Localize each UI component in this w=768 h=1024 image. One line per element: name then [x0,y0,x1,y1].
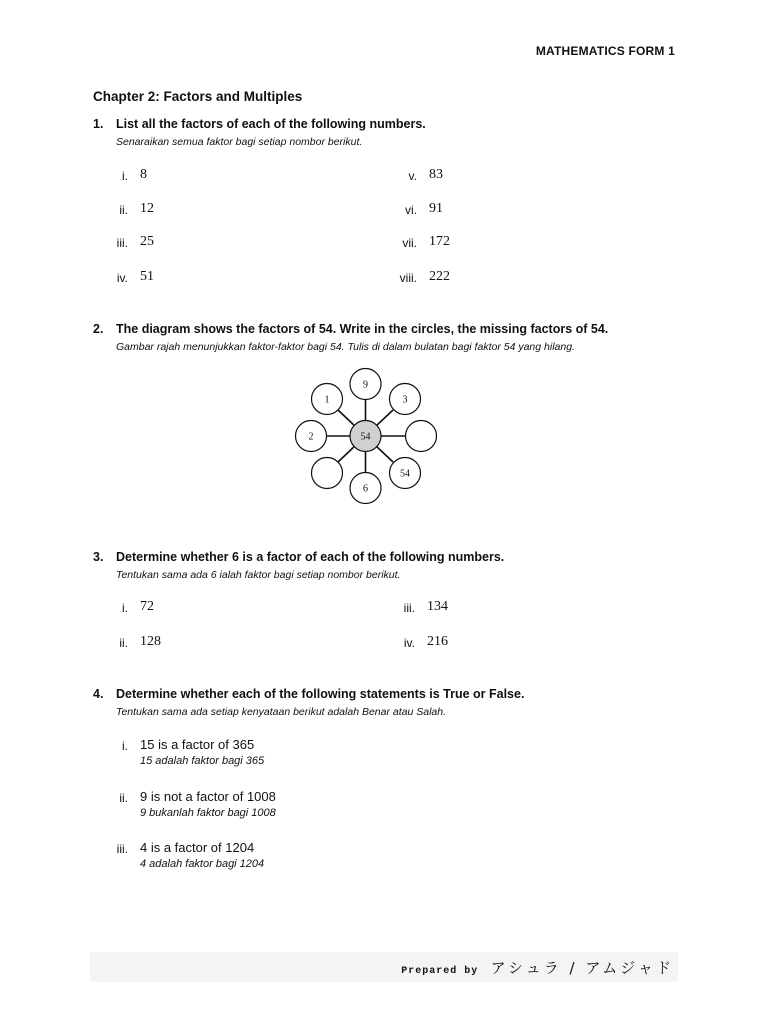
chapter-title: Chapter 2: Factors and Multiples [93,89,303,104]
q1-item-numeral: vii. [402,236,417,250]
q4-item-numeral: i. [122,739,128,753]
q1-number: 1. [93,117,104,131]
q2-subtext: Gambar rajah menunjukkan faktor-faktor bagi 54. Tulis di dalam bulatan bagi faktor 54 yang hilang. [116,341,575,353]
q1-item-numeral: vi. [405,203,417,217]
q1-item-value: 25 [140,234,154,249]
q1-item-numeral: v. [408,169,417,183]
q1-text: List all the factors of each of the following numbers. [116,117,426,131]
q1-item-numeral: ii. [119,203,128,217]
q4-subtext: Tentukan sama ada setiap kenyataan berikut adalah Benar atau Salah. [116,706,447,718]
footer [401,957,674,978]
factor-label: 3 [402,394,408,406]
q3-item-value: 216 [427,634,448,649]
factor-circle-blank[interactable] [406,421,437,452]
q3-text: Determine whether 6 is a factor of each of the following numbers. [116,550,505,564]
q4-statement-translation: 4 adalah faktor bagi 1204 [140,858,265,870]
q4-item-numeral: iii. [116,842,128,856]
q1-item-numeral: i. [122,169,128,183]
q4-statement-translation: 15 adalah faktor bagi 365 [140,755,265,767]
q1-item-value: 222 [429,269,450,284]
q3-item-numeral: iii. [403,601,415,615]
q4-number: 4. [93,687,104,701]
q3-subtext: Tentukan sama ada 6 ialah faktor bagi setiap nombor berikut. [116,569,401,581]
q4-text: Determine whether each of the following statements is True or False. [116,687,525,701]
q3-item-value: 134 [427,599,448,614]
factor-label: 54 [400,468,410,480]
q1-subtext: Senaraikan semua faktor bagi setiap nombor berikut. [116,136,363,148]
factor-label: 6 [363,483,368,495]
q4-statement-translation: 9 bukanlah faktor bagi 1008 [140,807,276,819]
q1-item-value: 91 [429,201,443,216]
page-header: MATHEMATICS FORM 1 [535,44,675,58]
q4-item-numeral: ii. [119,791,128,805]
q1-item-value: 83 [429,167,443,182]
q3-item-value: 128 [140,634,161,649]
prepared-by-label: Prepared by [401,966,479,977]
q2-number: 2. [93,322,104,336]
factor-circle-blank[interactable] [312,458,343,489]
q4-statement: 15 is a factor of 365 [140,737,255,752]
factor-label: 9 [363,379,368,391]
q3-item-numeral: iv. [403,636,415,650]
author-name: アシュラ / アムジャド [490,959,674,977]
factor-label: 2 [308,431,314,443]
q4-statement: 9 is not a factor of 1008 [140,789,276,804]
center-label: 54 [360,431,371,443]
factor-label: 1 [324,394,330,406]
q1-item-numeral: iv. [116,271,128,285]
q4-statement: 4 is a factor of 1204 [140,840,255,855]
factor-diagram [290,365,450,510]
q3-number: 3. [93,550,104,564]
q1-item-value: 8 [140,167,147,182]
q1-item-numeral: iii. [116,236,128,250]
q1-item-value: 51 [140,269,154,284]
q3-item-numeral: ii. [119,636,128,650]
q1-item-numeral: viii. [399,271,417,285]
q1-item-value: 172 [429,234,450,249]
q2-text: The diagram shows the factors of 54. Write in the circles, the missing factors of 54. [116,322,609,336]
q1-item-value: 12 [140,201,154,216]
q3-item-numeral: i. [122,601,128,615]
q3-item-value: 72 [140,599,154,614]
